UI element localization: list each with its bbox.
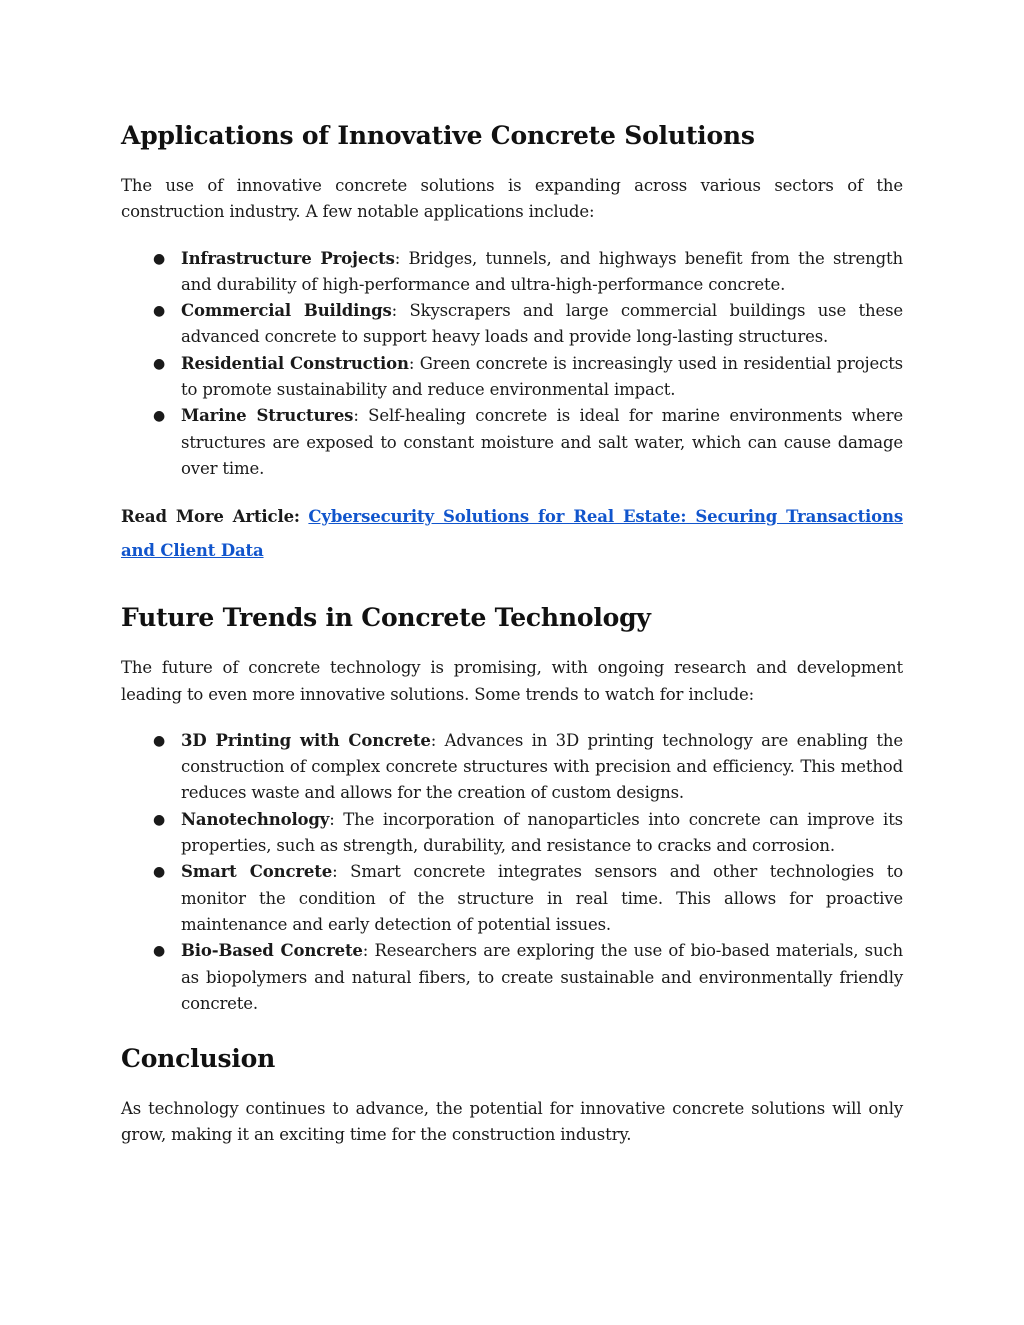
heading-conclusion: Conclusion xyxy=(121,1044,276,1074)
list-item-term: Nanotechnology xyxy=(181,809,330,829)
conclusion-body: As technology continues to advance, the potential for innovative concrete solutions will only grow, making it an exciting time for the construction industry. xyxy=(121,1099,903,1145)
list-item xyxy=(153,298,903,351)
list-item-desc: : Green concrete is increasingly used in residential projects to promote sustainability and reduce environmental impact. xyxy=(181,353,903,400)
list-item-desc: : Self-healing concrete is ideal for marine environments where structures are exposed to constant moisture and salt water, which can cause damage over time. xyxy=(181,406,903,478)
bullet-icon: ● xyxy=(153,408,166,425)
list-item xyxy=(153,859,903,938)
bullet-icon: ● xyxy=(153,811,166,828)
bullet-icon: ● xyxy=(153,303,166,320)
list-item-term: Smart Concrete xyxy=(181,862,333,882)
list-item-desc: : Researchers are exploring the use of bio-based materials, such as biopolymers and natural fibers, to create sustainable and environmentally friendly concrete. xyxy=(181,941,903,1013)
list-item-desc: : Skyscrapers and large commercial buildings use these advanced concrete to support heavy loads and provide long-lasting structures. xyxy=(181,301,903,347)
bullet-icon: ● xyxy=(153,250,166,267)
bullet-icon: ● xyxy=(153,864,166,881)
list-item xyxy=(153,351,903,404)
heading-applications: Applications of Innovative Concrete Solutions xyxy=(121,121,755,150)
document-page xyxy=(121,118,903,1169)
list-item-desc: : Advances in 3D printing technology are enabling the construction of complex concrete structures with precision and efficiency. This method reduces waste and allows for the creation of custom designs. xyxy=(181,730,903,803)
read-more-paragraph xyxy=(121,500,903,568)
list-item-term: Marine Structures xyxy=(181,406,354,426)
list-item-term: Bio-Based Concrete xyxy=(181,941,363,961)
applications-list xyxy=(121,246,903,483)
read-more-label: Read More Article: xyxy=(121,507,300,527)
list-item-term: Residential Construction xyxy=(181,353,409,373)
list-item-term: 3D Printing with Concrete xyxy=(181,730,431,750)
list-item-desc: : Smart concrete integrates sensors and other technologies to monitor the condition of the structure in real time. This allows for proactive maintenance and early detection of potential issues. xyxy=(181,862,903,934)
bullet-icon: ● xyxy=(153,943,166,960)
list-item xyxy=(153,246,903,299)
future-trends-list xyxy=(121,728,903,1017)
list-item xyxy=(153,938,903,1017)
applications-intro: The use of innovative concrete solutions is expanding across various sectors of the construction industry. A few notable applications include: xyxy=(121,176,903,222)
bullet-icon: ● xyxy=(153,732,166,749)
list-item-desc: : The incorporation of nanoparticles into concrete can improve its properties, such as strength, durability, and resistance to cracks and corrosion. xyxy=(181,809,903,856)
read-more-link[interactable]: Cybersecurity Solutions for Real Estate: Securing Transactions and Client Data xyxy=(121,507,903,561)
list-item xyxy=(153,807,903,860)
list-item-term: Commercial Buildings xyxy=(181,301,392,321)
heading-future-trends: Future Trends in Concrete Technology xyxy=(121,603,651,633)
future-trends-intro: The future of concrete technology is promising, with ongoing research and development leading to even more innovative solutions. Some trends to watch for include: xyxy=(121,658,903,704)
list-item xyxy=(153,728,903,807)
list-item xyxy=(153,403,903,482)
bullet-icon: ● xyxy=(153,355,166,372)
list-item-desc: : Bridges, tunnels, and highways benefit from the strength and durability of high-performance and ultra-high-performance concrete. xyxy=(181,248,903,294)
list-item-term: Infrastructure Projects xyxy=(181,248,395,268)
